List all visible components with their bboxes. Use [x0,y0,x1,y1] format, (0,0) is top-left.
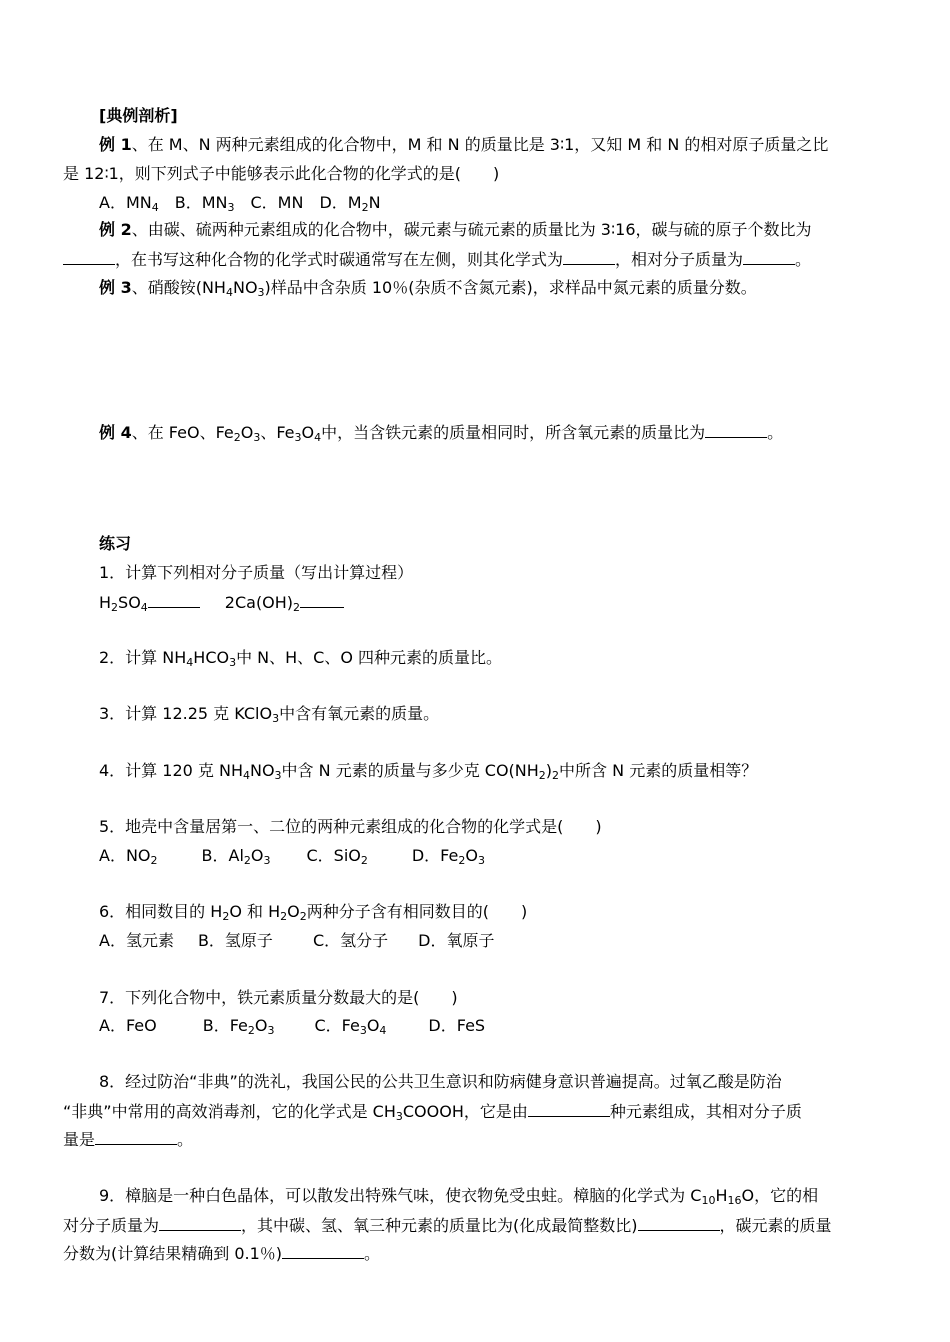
question-1: 1．计算下列相对分子质量（写出计算过程） [99,563,414,582]
answer-blank[interactable] [63,248,115,265]
answer-blank[interactable] [282,1242,364,1259]
section-title: [典例剖析] [99,106,178,125]
example-4-label: 例 4 [99,423,132,442]
example-4-line: 例 4、在 FeO、$Fe_2O_3$、$Fe_3O_4$中，当含铁元素的质量相同时，所含氧元素的质量比为 。 [99,423,784,444]
example-1-label: 例 1 [99,135,132,154]
question-1-formulas: $H_2SO_4$ $2Ca(OH)_2$ [99,591,344,614]
question-4: 4．计算 120 克 $NH_4NO_3$中含 N 元素的质量与多少克 $CO(NH_2)_2$中所含 N 元素的质量相等？ [99,761,758,782]
question-5-options: A．$NO_2$ B．$Al_2O_3$ C．SiO$_2$ D．$Fe_2O_3$ [99,846,485,867]
question-8-line1: 8．经过防治“非典”的洗礼，我国公民的公共卫生意识和防病健身意识普遍提高。过氧乙酸是防治 [99,1072,782,1091]
answer-blank[interactable] [638,1214,720,1231]
example-3-line: 例 3、硝酸铵$(NH_4NO_3)$样品中含杂质 10％(杂质不含氮元素)，求样品中氮元素的质量分数。 [99,278,757,299]
question-5: 5．地壳中含量居第一、二位的两种元素组成的化合物的化学式是( ) [99,817,602,836]
example-1-options: A．$MN_4$ B．$MN_3$ C．MN D．$M_2N$ [99,193,381,214]
question-7: 7．下列化合物中，铁元素质量分数最大的是( ) [99,988,458,1007]
practice-title: 练习 [99,534,132,553]
question-8-line2: “非典”中常用的高效消毒剂，它的化学式是 $CH_3COOOH$，它是由 种元素组成，其相对分子质 [63,1102,802,1123]
example-2-line2: ，在书写这种化合物的化学式时碳通常写在左侧，则其化学式为 ，相对分子质量为 。 [63,248,811,271]
answer-blank[interactable] [95,1128,177,1145]
example-1-line2: 是 12∶1，则下列式子中能够表示此化合物的化学式的是( ) [63,164,500,183]
answer-blank[interactable] [528,1100,610,1117]
example-1-line1: 例 1、在 M、N 两种元素组成的化合物中，M 和 N 的质量比是 3∶1，又知 M 和 N 的相对原子质量之比 [99,135,829,154]
question-9-line1: 9．樟脑是一种白色晶体，可以散发出特殊气味，使衣物免受虫蛀。樟脑的化学式为 $C_{10}H_{16}O$，它的相 [99,1186,819,1207]
question-6: 6．相同数目的 $H_2O$ 和 $H_2O_2$两种分子含有相同数目的( ) [99,902,528,923]
question-6-options: A．氢元素 B．氢原子 C．氢分子 D．氧原子 [99,931,495,950]
answer-blank[interactable] [148,591,200,608]
answer-blank[interactable] [743,248,795,265]
question-2: 2．计算 $NH_4HCO_3$中 N、H、C、O 四种元素的质量比。 [99,648,503,669]
question-9-line3: 分数为(计算结果精确到 0.1％) 。 [63,1244,381,1263]
question-3: 3．计算 12.25 克 KClO$_3$中含有氧元素的质量。 [99,704,440,725]
question-8-line3: 量是 。 [63,1130,194,1149]
answer-blank[interactable] [159,1214,241,1231]
example-2-label: 例 2 [99,220,132,239]
answer-blank[interactable] [705,421,767,438]
question-9-line2: 对分子质量为 ，其中碳、氢、氧三种元素的质量比为(化成最简整数比) ，碳元素的质量 [63,1216,832,1235]
example-3-label: 例 3 [99,278,132,297]
question-7-options: A．FeO B．$Fe_2O_3$ C．$Fe_3O_4$ D．FeS [99,1016,486,1037]
answer-blank[interactable] [300,591,344,608]
example-2-line1: 例 2、由碳、硫两种元素组成的化合物中，碳元素与硫元素的质量比为 3∶16，碳与硫的原子个数比为 [99,220,812,239]
answer-blank[interactable] [563,248,615,265]
